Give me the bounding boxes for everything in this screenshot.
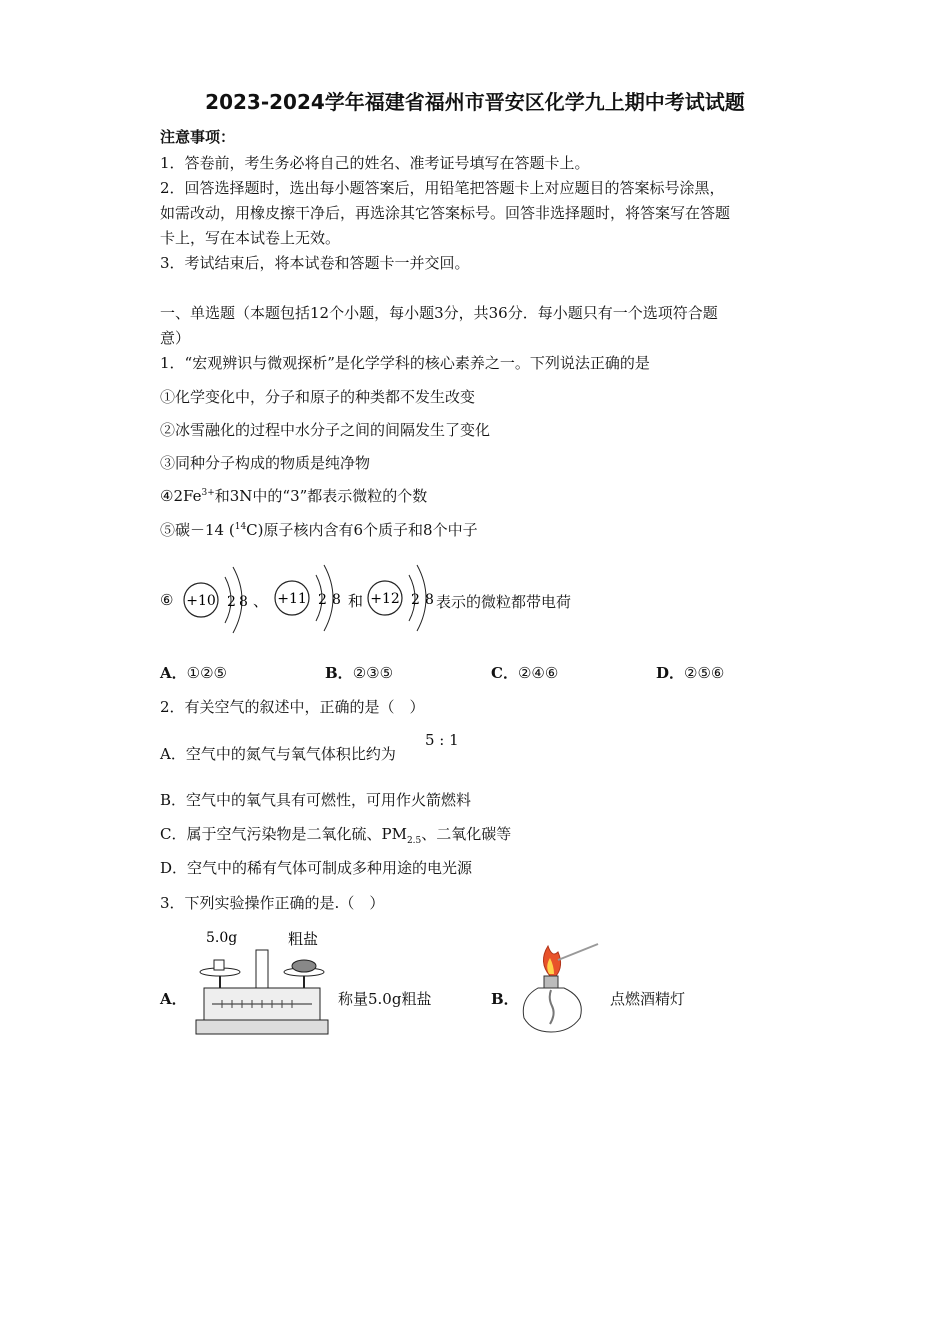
notice-heading: 注意事项： xyxy=(160,128,236,146)
option-letter: D． xyxy=(656,664,685,682)
weight-label: 5.0g xyxy=(206,930,238,946)
notice-item: 如需改动，用橡皮擦干净后，再选涂其它答案标号。回答非选择题时，将答案写在答题 xyxy=(160,204,731,222)
q1-option-d[interactable] xyxy=(656,662,724,683)
page-title: 2023-2024学年福建省福州市晋安区化学九上期中考试试题 xyxy=(205,90,745,114)
alcohol-lamp-image xyxy=(520,936,604,1036)
q1-statement xyxy=(160,485,427,506)
option-letter: C． xyxy=(491,664,518,682)
q1-statement-6-label: ⑥ xyxy=(160,591,174,609)
q1-statement xyxy=(160,519,478,540)
text: ⑤碳－14 ( xyxy=(160,521,235,539)
subscript: 2.5 xyxy=(406,836,422,846)
q1-statement: ②冰雪融化的过程中水分子之间的间隔发生了变化 xyxy=(160,421,491,439)
text: 和3N中的“3”都表示微粒的个数 xyxy=(214,487,428,505)
wick-holder xyxy=(544,976,558,988)
separator: 、 xyxy=(253,592,269,610)
q2-stem: 2．有关空气的叙述中，正确的是（ ） xyxy=(160,698,425,716)
match-stick xyxy=(558,944,598,960)
shell-electrons: 2 xyxy=(318,592,327,608)
salt-pile xyxy=(292,960,316,972)
atom-diagrams xyxy=(175,555,445,645)
q3-option-a-text: 称量5.0g粗盐 xyxy=(338,990,432,1008)
nucleus-charge: +11 xyxy=(277,591,307,607)
lamp-body xyxy=(523,988,581,1032)
nucleus-charge: +12 xyxy=(370,591,400,607)
shell-electrons: 8 xyxy=(425,592,434,608)
q1-stem: 1．“宏观辨识与微观探析”是化学学科的核心素养之一。下列说法正确的是 xyxy=(160,354,650,372)
option-letter: A． xyxy=(160,664,187,682)
balance-scale-image xyxy=(192,928,337,1038)
superscript: 3+ xyxy=(201,488,215,498)
text: C)原子核内含有6个质子和8个中子 xyxy=(246,521,478,539)
option-text: ②⑤⑥ xyxy=(684,664,725,682)
text: 、二氧化碳等 xyxy=(421,825,512,843)
q2-option-a[interactable]: A．空气中的氮气与氧气体积比约为 xyxy=(160,745,396,763)
q1-statement-6-text: 表示的微粒都带电荷 xyxy=(436,593,572,611)
shell-electrons: 8 xyxy=(239,594,248,610)
q1-option-c[interactable] xyxy=(491,662,558,683)
q2-option-c[interactable] xyxy=(160,823,511,846)
atom-structure xyxy=(275,565,341,631)
nucleus-charge: +10 xyxy=(186,593,216,609)
shell-electrons: 2 xyxy=(227,594,236,610)
q1-option-a[interactable] xyxy=(160,662,227,683)
q1-statement: ③同种分子构成的物质是纯净物 xyxy=(160,454,371,472)
q3-stem: 3．下列实验操作正确的是.（ ） xyxy=(160,894,385,912)
option-letter: B． xyxy=(325,664,353,682)
q3-option-b-letter[interactable]: B． xyxy=(491,990,519,1008)
weight-block xyxy=(214,960,224,970)
q2-option-b[interactable]: B．空气中的氧气具有可燃性，可用作火箭燃料 xyxy=(160,791,472,809)
option-text: ②④⑥ xyxy=(517,664,559,682)
notice-item: 卡上，写在本试卷上无效。 xyxy=(160,229,341,247)
superscript: 14 xyxy=(234,522,247,532)
q3-option-b-text: 点燃酒精灯 xyxy=(610,990,686,1008)
notice-item: 3．考试结束后，将本试卷和答题卡一并交回。 xyxy=(160,254,470,272)
shell-electrons: 2 xyxy=(411,592,420,608)
shell-electrons: 8 xyxy=(332,592,341,608)
scale-pillar xyxy=(256,950,268,988)
atom-structure xyxy=(184,567,248,633)
notice-item: 2．回答选择题时，选出每小题答案后，用铅笔把答题卡上对应题目的答案标号涂黑， xyxy=(160,179,725,197)
text: C．属于空气污染物是二氧化硫、PM xyxy=(160,825,407,843)
option-text: ①②⑤ xyxy=(186,664,227,682)
text: ④2Fe xyxy=(160,487,202,505)
section-heading: 一、单选题（本题包括12个小题，每小题3分，共36分．每小题只有一个选项符合题 xyxy=(160,304,718,322)
atom-structure xyxy=(368,565,434,631)
q1-statement: ①化学变化中，分子和原子的种类都不发生改变 xyxy=(160,388,476,406)
q2-option-d[interactable]: D．空气中的稀有气体可制成多种用途的电光源 xyxy=(160,859,473,877)
scale-base xyxy=(196,1020,328,1034)
section-heading-cont: 意） xyxy=(160,329,191,347)
q3-option-a-letter[interactable]: A． xyxy=(160,990,187,1008)
option-text: ②③⑤ xyxy=(352,664,394,682)
q2-ratio: 5 : 1 xyxy=(425,731,459,749)
q1-option-b[interactable] xyxy=(325,662,393,683)
separator: 和 xyxy=(348,592,364,610)
salt-label: 粗盐 xyxy=(288,930,319,948)
notice-item: 1．答卷前，考生务必将自己的姓名、准考证号填写在答题卡上。 xyxy=(160,154,590,172)
